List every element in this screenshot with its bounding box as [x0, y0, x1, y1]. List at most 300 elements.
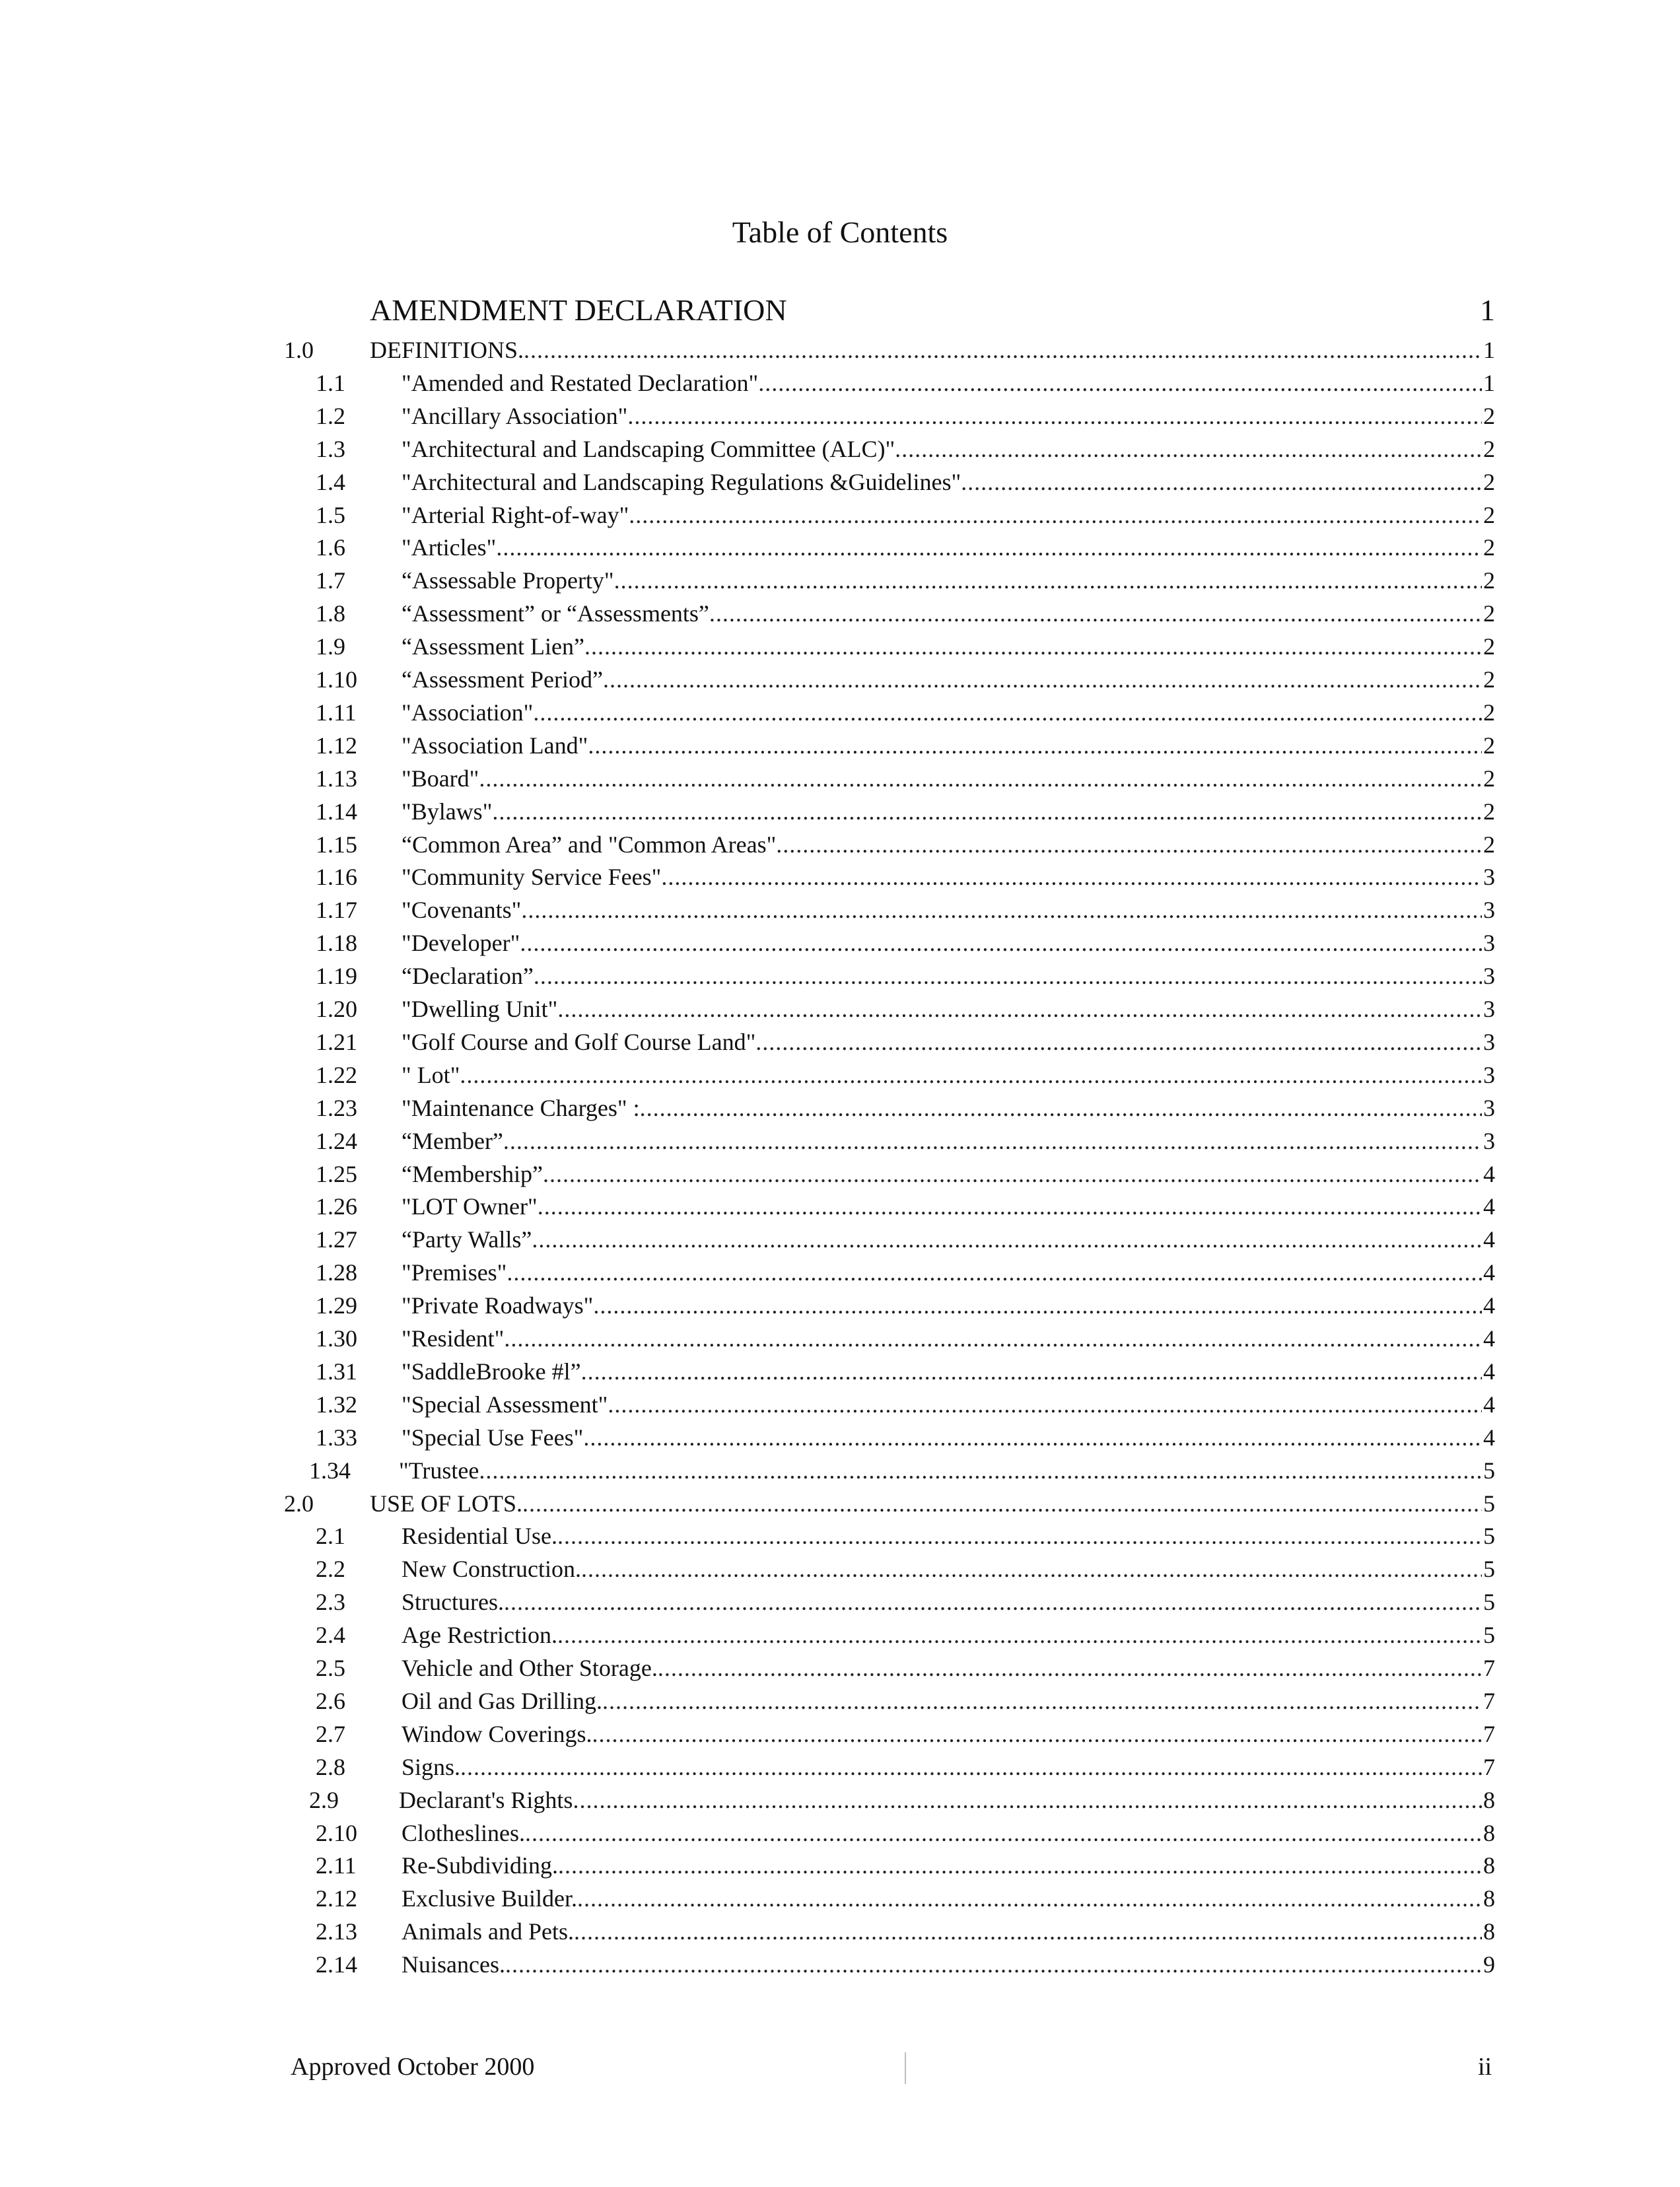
toc-section-row — [0, 1487, 1680, 1520]
toc-item-row — [0, 1454, 1680, 1487]
toc-main-heading — [0, 291, 1680, 327]
toc-entry-page: 2 — [1483, 403, 1495, 429]
toc-entry-page: 5 — [1483, 1556, 1495, 1582]
toc-entry-label: “Assessment Lien” — [402, 633, 584, 660]
toc-item-row — [0, 1948, 1680, 1981]
toc-leader-dots — [581, 1355, 1482, 1388]
toc-entry-label: "LOT Owner" — [402, 1193, 538, 1220]
toc-entry-page: 7 — [1483, 1688, 1495, 1714]
toc-entry-label: Window Coverings. — [402, 1721, 592, 1747]
toc-entry-leader-line — [402, 1092, 1495, 1125]
toc-item-row — [0, 1718, 1680, 1751]
toc-entry-label: Age Restriction. — [402, 1622, 557, 1648]
toc-entry-page: 8 — [1483, 1885, 1495, 1912]
toc-item-row — [0, 1190, 1680, 1223]
toc-entry-number: 1.3 — [316, 436, 345, 462]
toc-entry-leader-line — [402, 1256, 1495, 1289]
toc-leader-dots — [627, 399, 1482, 433]
toc-leader-dots — [583, 1421, 1482, 1454]
toc-leader-dots — [507, 1256, 1482, 1289]
toc-entry-page: 5 — [1483, 1523, 1495, 1549]
toc-entry-leader-line — [402, 1585, 1495, 1618]
toc-item-row — [0, 893, 1680, 926]
toc-leader-dots — [533, 696, 1482, 729]
toc-entry-label: "Community Service Fees" — [402, 864, 662, 890]
toc-entry-label: "Board" — [402, 765, 479, 792]
toc-entry-label: "Maintenance Charges" : — [402, 1095, 640, 1121]
toc-entry-leader-line — [402, 893, 1495, 926]
toc-entry-leader-line — [402, 1223, 1495, 1256]
toc-item-row — [0, 1618, 1680, 1651]
toc-leader-dots — [504, 1585, 1482, 1618]
toc-entry-leader-line — [402, 1519, 1495, 1552]
toc-entry-label: Animals and Pets. — [402, 1918, 574, 1945]
toc-leader-dots — [709, 597, 1482, 630]
toc-entry-label: "SaddleBrooke #l” — [402, 1358, 581, 1385]
toc-entry-number: 1.2 — [316, 403, 345, 429]
toc-leader-dots — [557, 1618, 1482, 1651]
toc-entry-leader-line — [402, 1125, 1495, 1158]
toc-entry-label: "Articles" — [402, 534, 497, 561]
toc-item-row — [0, 663, 1680, 696]
toc-entry-page: 2 — [1483, 436, 1495, 462]
toc-entry-leader-line — [399, 1454, 1495, 1487]
toc-entry-number: 2.8 — [316, 1754, 345, 1780]
toc-entry-number: 1.12 — [316, 732, 357, 759]
toc-item-row — [0, 959, 1680, 992]
toc-entry-leader-line — [402, 1289, 1495, 1322]
toc-leader-dots — [534, 959, 1482, 992]
toc-entry-page: 5 — [1483, 1490, 1495, 1517]
toc-main-heading-label: AMENDMENT DECLARATION — [370, 293, 787, 327]
toc-entry-label: Nuisances. — [402, 1951, 505, 1978]
toc-leader-dots — [755, 1025, 1482, 1059]
toc-entry-leader-line — [402, 860, 1495, 893]
toc-entry-leader-line — [402, 1915, 1495, 1948]
toc-leader-dots — [592, 1718, 1482, 1751]
toc-entry-label: "Premises" — [402, 1259, 507, 1286]
toc-leader-dots — [479, 1454, 1482, 1487]
toc-leader-dots — [557, 1519, 1482, 1552]
toc-entry-page: 8 — [1483, 1852, 1495, 1879]
toc-item-row — [0, 1223, 1680, 1256]
toc-entry-label: "Dwelling Unit" — [402, 996, 558, 1022]
toc-entry-label: USE OF LOTS. — [370, 1490, 523, 1517]
toc-entry-page: 8 — [1483, 1820, 1495, 1846]
toc-entry-page: 4 — [1483, 1161, 1495, 1187]
toc-entry-page: 4 — [1483, 1358, 1495, 1385]
toc-entry-number: 1.31 — [316, 1358, 357, 1385]
toc-entry-label: "Bylaws" — [402, 798, 493, 825]
toc-entry-page: 2 — [1483, 534, 1495, 561]
toc-entry-label: New Construction. — [402, 1556, 581, 1582]
toc-item-row — [0, 696, 1680, 729]
toc-entry-label: “Member” — [402, 1128, 503, 1154]
toc-entry-label: "Ancillary Association" — [402, 403, 628, 429]
toc-entry-label: "Developer" — [402, 930, 520, 956]
toc-entry-number: 1.17 — [316, 897, 357, 923]
toc-entry-page: 1 — [1483, 370, 1495, 396]
toc-entry-number: 1.16 — [316, 864, 357, 890]
toc-leader-dots — [496, 531, 1482, 564]
toc-entry-page: 2 — [1483, 831, 1495, 858]
toc-entry-number: 1.19 — [316, 963, 357, 989]
toc-entry-number: 2.2 — [316, 1556, 345, 1582]
toc-entry-label: "Covenants" — [402, 897, 522, 923]
toc-entry-page: 2 — [1483, 666, 1495, 693]
toc-item-row — [0, 564, 1680, 597]
toc-leader-dots — [577, 1882, 1482, 1915]
toc-entry-number: 1.25 — [316, 1161, 357, 1187]
toc-leader-dots — [603, 663, 1482, 696]
toc-entry-number: 2.7 — [316, 1721, 345, 1747]
toc-entry-label: “Membership” — [402, 1161, 543, 1187]
toc-entry-leader-line — [402, 959, 1495, 992]
toc-leader-dots — [520, 926, 1482, 959]
toc-entry-number: 1.22 — [316, 1062, 357, 1088]
toc-leader-dots — [574, 1915, 1482, 1948]
toc-entry-label: "Trustee — [399, 1457, 479, 1484]
toc-entry-page: 4 — [1483, 1259, 1495, 1286]
toc-leader-dots — [503, 1125, 1482, 1158]
toc-entry-leader-line — [402, 1421, 1495, 1454]
toc-entry-label: "Architectural and Landscaping Committee (ALC)" — [402, 436, 895, 462]
toc-entry-leader-line — [402, 1751, 1495, 1784]
toc-entry-page: 2 — [1483, 765, 1495, 792]
toc-entry-number: 1.11 — [316, 699, 357, 726]
footer-page-number: ii — [1478, 2053, 1492, 2081]
toc-item-row — [0, 399, 1680, 433]
toc-leader-dots — [658, 1651, 1482, 1684]
toc-item-row — [0, 531, 1680, 564]
toc-entry-number: 2.13 — [316, 1918, 357, 1945]
toc-item-row — [0, 860, 1680, 893]
toc-entry-page: 4 — [1483, 1391, 1495, 1418]
toc-entry-leader-line — [402, 1618, 1495, 1651]
toc-entry-page: 7 — [1483, 1754, 1495, 1780]
toc-leader-dots — [479, 762, 1482, 795]
toc-entry-number: 1.8 — [316, 600, 345, 627]
toc-entry-page: 4 — [1483, 1325, 1495, 1352]
toc-entry-page: 4 — [1483, 1193, 1495, 1220]
toc-entry-leader-line — [402, 466, 1495, 499]
toc-item-row — [0, 1322, 1680, 1355]
toc-item-row — [0, 499, 1680, 532]
toc-entry-leader-line — [402, 795, 1495, 828]
toc-entry-page: 2 — [1483, 502, 1495, 528]
toc-item-row — [0, 1092, 1680, 1125]
toc-entry-page: 3 — [1483, 996, 1495, 1022]
toc-entry-label: “Assessment Period” — [402, 666, 603, 693]
toc-entry-leader-line — [402, 926, 1495, 959]
toc-entry-label: "Arterial Right-of-way" — [402, 502, 629, 528]
toc-leader-dots — [758, 366, 1482, 399]
toc-entry-label: Oil and Gas Drilling. — [402, 1688, 602, 1714]
toc-entry-number: 2.9 — [309, 1787, 339, 1813]
toc-entry-label: " Lot" — [402, 1062, 460, 1088]
toc-leader-dots — [522, 1487, 1482, 1520]
toc-entry-number: 1.33 — [316, 1424, 357, 1451]
toc-entry-leader-line — [402, 399, 1495, 433]
toc-entry-number: 1.20 — [316, 996, 357, 1022]
toc-entry-page: 3 — [1483, 1029, 1495, 1055]
toc-entry-leader-line — [402, 828, 1495, 861]
toc-entry-number: 1.30 — [316, 1325, 357, 1352]
toc-item-row — [0, 762, 1680, 795]
toc-entry-number: 2.3 — [316, 1589, 345, 1615]
toc-entry-number: 1.34 — [309, 1457, 351, 1484]
toc-entry-leader-line — [402, 696, 1495, 729]
toc-item-row — [0, 828, 1680, 861]
toc-leader-dots — [460, 1751, 1482, 1784]
toc-entry-leader-line — [402, 1158, 1495, 1191]
toc-item-row — [0, 926, 1680, 959]
toc-entry-leader-line — [402, 366, 1495, 399]
toc-entry-label: "Architectural and Landscaping Regulations &Guidelines" — [402, 469, 962, 495]
toc-entry-leader-line — [402, 1651, 1495, 1684]
toc-entry-number: 2.1 — [316, 1523, 345, 1549]
toc-entry-label: “Party Walls” — [402, 1226, 532, 1253]
toc-entry-number: 2.12 — [316, 1885, 357, 1912]
toc-leader-dots — [593, 1289, 1482, 1322]
toc-entry-leader-line — [370, 1487, 1495, 1520]
toc-entry-label: Structures. — [402, 1589, 504, 1615]
toc-entry-number: 1.29 — [316, 1292, 357, 1319]
toc-main-heading-page: 1 — [1480, 293, 1495, 327]
toc-item-row — [0, 1355, 1680, 1388]
toc-entry-number: 1.14 — [316, 798, 357, 825]
toc-entry-number: 1.18 — [316, 930, 357, 956]
toc-item-row — [0, 1552, 1680, 1585]
toc-entry-label: Declarant's Rights — [399, 1787, 573, 1813]
toc-leader-dots — [602, 1684, 1482, 1718]
toc-item-row — [0, 1158, 1680, 1191]
toc-leader-dots — [521, 893, 1482, 926]
toc-entry-label: “Assessment” or “Assessments” — [402, 600, 709, 627]
toc-item-row — [0, 1684, 1680, 1718]
toc-entry-leader-line — [402, 630, 1495, 663]
toc-item-row — [0, 1651, 1680, 1684]
toc-entry-page: 2 — [1483, 798, 1495, 825]
toc-entry-label: DEFINITIONS. — [370, 337, 524, 363]
toc-entry-page: 3 — [1483, 897, 1495, 923]
toc-entry-number: 1.23 — [316, 1095, 357, 1121]
toc-leader-dots — [776, 828, 1482, 861]
toc-entry-page: 9 — [1483, 1951, 1495, 1978]
toc-entry-page: 8 — [1483, 1918, 1495, 1945]
toc-item-row — [0, 1817, 1680, 1850]
toc-item-row — [0, 1519, 1680, 1552]
toc-entry-label: Residential Use. — [402, 1523, 557, 1549]
footer-approval-note: Approved October 2000 — [291, 2053, 535, 2081]
toc-leader-dots — [543, 1158, 1482, 1191]
toc-item-row — [0, 1421, 1680, 1454]
toc-item-row — [0, 433, 1680, 466]
toc-leader-dots — [525, 1817, 1482, 1850]
toc-leader-dots — [460, 1059, 1482, 1092]
toc-section-row — [0, 333, 1680, 366]
toc-leader-dots — [608, 1388, 1482, 1421]
toc-entry-page: 2 — [1483, 732, 1495, 759]
toc-item-row — [0, 1289, 1680, 1322]
toc-entry-leader-line — [402, 1059, 1495, 1092]
toc-entry-number: 2.14 — [316, 1951, 357, 1978]
toc-entry-number: 1.26 — [316, 1193, 357, 1220]
toc-entry-number: 2.10 — [316, 1820, 357, 1846]
toc-entry-number: 1.32 — [316, 1391, 357, 1418]
toc-entry-label: Clotheslines. — [402, 1820, 525, 1846]
toc-leader-dots — [581, 1552, 1482, 1585]
toc-entry-number: 2.0 — [284, 1490, 314, 1517]
toc-leader-dots — [629, 499, 1482, 532]
toc-entry-number: 1.1 — [316, 370, 345, 396]
toc-entry-page: 3 — [1483, 1062, 1495, 1088]
toc-entry-number: 2.4 — [316, 1622, 345, 1648]
toc-entry-number: 2.6 — [316, 1688, 345, 1714]
toc-leader-dots — [614, 564, 1482, 597]
toc-entry-leader-line — [402, 1817, 1495, 1850]
toc-leader-dots — [588, 729, 1482, 762]
toc-item-row — [0, 466, 1680, 499]
toc-entry-leader-line — [399, 1784, 1495, 1817]
toc-item-row — [0, 1025, 1680, 1059]
toc-item-row — [0, 366, 1680, 399]
toc-entry-label: "Special Use Fees" — [402, 1424, 584, 1451]
toc-entry-page: 7 — [1483, 1721, 1495, 1747]
toc-item-row — [0, 1125, 1680, 1158]
toc-entry-leader-line — [402, 531, 1495, 564]
toc-item-row — [0, 597, 1680, 630]
toc-leader-dots — [505, 1948, 1482, 1981]
toc-entry-leader-line — [402, 1882, 1495, 1915]
toc-entry-label: “Declaration” — [402, 963, 534, 989]
toc-entry-page: 5 — [1483, 1589, 1495, 1615]
toc-entry-leader-line — [402, 1552, 1495, 1585]
toc-entry-page: 4 — [1483, 1226, 1495, 1253]
toc-leader-dots — [573, 1784, 1482, 1817]
toc-item-row — [0, 630, 1680, 663]
toc-entry-label: Re-Subdividing. — [402, 1852, 559, 1879]
toc-leader-dots — [895, 433, 1482, 466]
toc-leader-dots — [538, 1190, 1482, 1223]
toc-main-heading-leader — [370, 291, 1495, 330]
toc-item-row — [0, 729, 1680, 762]
toc-entry-number: 1.10 — [316, 666, 357, 693]
toc-entry-number: 1.28 — [316, 1259, 357, 1286]
toc-entry-number: 1.5 — [316, 502, 345, 528]
toc-entry-page: 2 — [1483, 699, 1495, 726]
toc-entry-leader-line — [402, 663, 1495, 696]
toc-leader-dots — [640, 1092, 1482, 1125]
toc-entry-page: 4 — [1483, 1292, 1495, 1319]
toc-entry-label: “Assessable Property" — [402, 567, 614, 594]
toc-leader-dots — [557, 992, 1482, 1025]
toc-leader-dots — [584, 630, 1482, 663]
toc-entry-number: 1.27 — [316, 1226, 357, 1253]
toc-entry-leader-line — [402, 1322, 1495, 1355]
toc-entry-leader-line — [402, 729, 1495, 762]
toc-entry-leader-line — [402, 433, 1495, 466]
toc-entry-number: 1.7 — [316, 567, 345, 594]
toc-entry-number: 2.11 — [316, 1852, 357, 1879]
toc-item-row — [0, 1751, 1680, 1784]
toc-entry-page: 3 — [1483, 963, 1495, 989]
toc-leader-dots — [524, 333, 1482, 366]
toc-item-row — [0, 1256, 1680, 1289]
toc-entry-page: 2 — [1483, 469, 1495, 495]
toc-entry-leader-line — [402, 762, 1495, 795]
toc-item-row — [0, 992, 1680, 1025]
toc-entry-leader-line — [402, 1684, 1495, 1718]
toc-entry-leader-line — [402, 992, 1495, 1025]
toc-leader-dots — [492, 795, 1482, 828]
toc-entry-page: 4 — [1483, 1424, 1495, 1451]
toc-item-row — [0, 1585, 1680, 1618]
toc-entry-page: 5 — [1483, 1622, 1495, 1648]
toc-entry-leader-line — [402, 1190, 1495, 1223]
toc-entry-label: "Resident" — [402, 1325, 505, 1352]
toc-entry-number: 1.15 — [316, 831, 357, 858]
toc-entry-page: 7 — [1483, 1655, 1495, 1681]
toc-entry-leader-line — [402, 1948, 1495, 1981]
toc-entry-number: 1.24 — [316, 1128, 357, 1154]
toc-item-row — [0, 1849, 1680, 1882]
toc-entry-number: 1.4 — [316, 469, 345, 495]
toc-entry-page: 3 — [1483, 930, 1495, 956]
toc-leader-dots — [661, 860, 1482, 893]
toc-entry-label: "Association" — [402, 699, 534, 726]
toc-item-row — [0, 795, 1680, 828]
footer-divider — [905, 2052, 906, 2084]
toc-entry-label: “Common Area” and "Common Areas" — [402, 831, 777, 858]
toc-entry-number: 1.21 — [316, 1029, 357, 1055]
toc-entry-label: "Private Roadways" — [402, 1292, 594, 1319]
toc-item-row — [0, 1784, 1680, 1817]
toc-entry-page: 2 — [1483, 567, 1495, 594]
toc-entry-page: 3 — [1483, 864, 1495, 890]
toc-entry-label: Exclusive Builder. — [402, 1885, 577, 1912]
toc-entry-number: 2.5 — [316, 1655, 345, 1681]
toc-leader-dots — [558, 1849, 1482, 1882]
toc-leader-dots — [504, 1322, 1482, 1355]
toc-entry-label: Vehicle and Other Storage. — [402, 1655, 658, 1681]
toc-entry-page: 3 — [1483, 1128, 1495, 1154]
toc-entry-page: 2 — [1483, 633, 1495, 660]
toc-entry-leader-line — [370, 333, 1495, 366]
toc-item-row — [0, 1882, 1680, 1915]
toc-entry-label: "Golf Course and Golf Course Land" — [402, 1029, 756, 1055]
toc-entry-page: 5 — [1483, 1457, 1495, 1484]
toc-entry-number: 1.9 — [316, 633, 345, 660]
toc-entry-leader-line — [402, 1388, 1495, 1421]
page-title: Table of Contents — [732, 215, 948, 249]
toc-entry-leader-line — [402, 1718, 1495, 1751]
toc-entry-number: 1.13 — [316, 765, 357, 792]
toc-entry-leader-line — [402, 1025, 1495, 1059]
toc-entry-page: 2 — [1483, 600, 1495, 627]
toc-item-row — [0, 1388, 1680, 1421]
toc-entry-leader-line — [402, 499, 1495, 532]
toc-entry-label: Signs. — [402, 1754, 461, 1780]
toc-entry-leader-line — [402, 597, 1495, 630]
toc-leader-dots — [961, 466, 1482, 499]
toc-entry-leader-line — [402, 564, 1495, 597]
toc-entry-leader-line — [402, 1355, 1495, 1388]
toc-leader-dots — [532, 1223, 1482, 1256]
toc-entry-page: 1 — [1483, 337, 1495, 363]
toc-entry-label: "Special Assessment" — [402, 1391, 608, 1418]
toc-entry-label: "Amended and Restated Declaration" — [402, 370, 759, 396]
